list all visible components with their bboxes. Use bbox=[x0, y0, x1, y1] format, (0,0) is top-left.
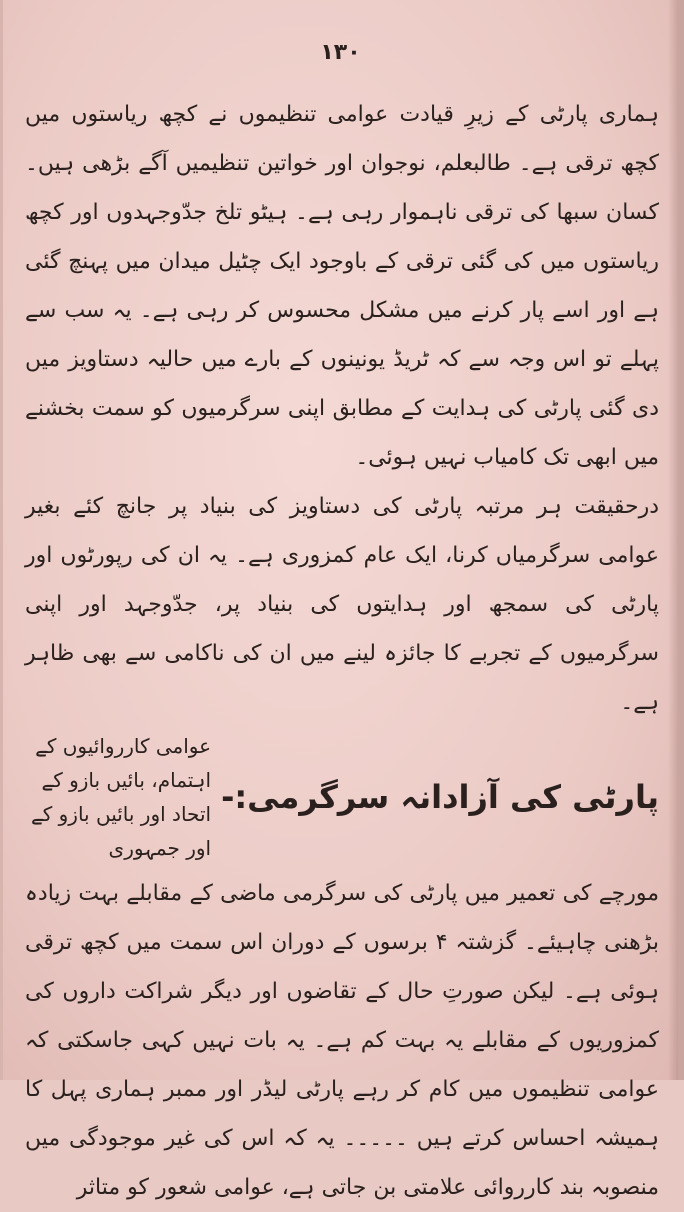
paragraph-weakness: درحقیقت ہر مرتبہ پارٹی کی دستاویز کی بنیاد پر جانچ کئے بغیر عوامی سرگرمیاں کرنا، ایک عام کمزوری ہے۔ یہ ان کی رپورٹوں اور پارٹی کی سمجھ اور ہدایتوں کی بنیاد پر، جدّوجہد اور اپنی سرگرمیوں کے تجربے کا جائزہ لینے میں ان کی ناکامی سے بھی ظاہر ہے۔ bbox=[25, 494, 659, 715]
section-heading-trail: عوامی کارروائیوں کے اہتمام، بائیں بازو کے اتحاد اور بائیں بازو کے اور جمہوری bbox=[31, 734, 212, 860]
page-number: ١٣٠ bbox=[320, 40, 361, 65]
paragraph-mass-organizations: ہماری پارٹی کے زیرِ قیادت عوامی تنظیموں نے کچھ ریاستوں میں کچھ ترقی ہے۔ طالبعلم، نوجوان اور خواتین تنظیمیں آگے بڑھی ہیں۔ کسان سبھا کی ترقی ناہموار رہی ہے۔ ہیٹو تلخ جدّوجہدوں اور کچھ ریاستوں میں کی گئی ترقی کے باوجود ایک چٹیل میدان میں پہنچ گئی ہے اور اسے پار کرنے میں مشکل محسوس کر رہی ہے۔ یہ سب سے پہلے تو اس وجہ سے کہ ٹریڈ یونینوں کے بارے میں حالیہ دستاویز میں دی گئی پارٹی کی ہدایت کے مطابق اپنی سرگرمیوں کو سمت بخشنے میں ابھی تک کامیاب نہیں ہوئی۔ bbox=[25, 102, 659, 470]
page-edge-shadow bbox=[668, 0, 678, 1080]
paragraph-independent-activity: مورچے کی تعمیر میں پارٹی کی سرگرمی ماضی کے مقابلے بہت زیادہ بڑھنی چاہیئے۔ گزشتہ ۴ برسوں کے دوران اس سمت میں کچھ ترقی ہوئی ہے۔ لیکن صورتِ حال کے تقاضوں اور دیگر شراکت داروں کی کمزوریوں کے مقابلے یہ بہت کم ہے۔ یہ بات نہیں کہی جاسکتی کہ عوامی تنظیموں میں کام کر رہے پارٹی لیڈر اور ممبر ہماری پہل کا ہمیشہ احساس کرتے ہیں ۔۔۔۔۔ یہ کہ اس کی غیر موجودگی میں منصوبہ بند کارروائی علامتی بن جاتی ہے، عوامی شعور کو متاثر bbox=[25, 881, 659, 1200]
page-body bbox=[25, 90, 659, 1212]
section-heading: پارٹی کی آزادانہ سرگرمی:- bbox=[221, 778, 659, 816]
section-heading-block bbox=[25, 729, 659, 865]
